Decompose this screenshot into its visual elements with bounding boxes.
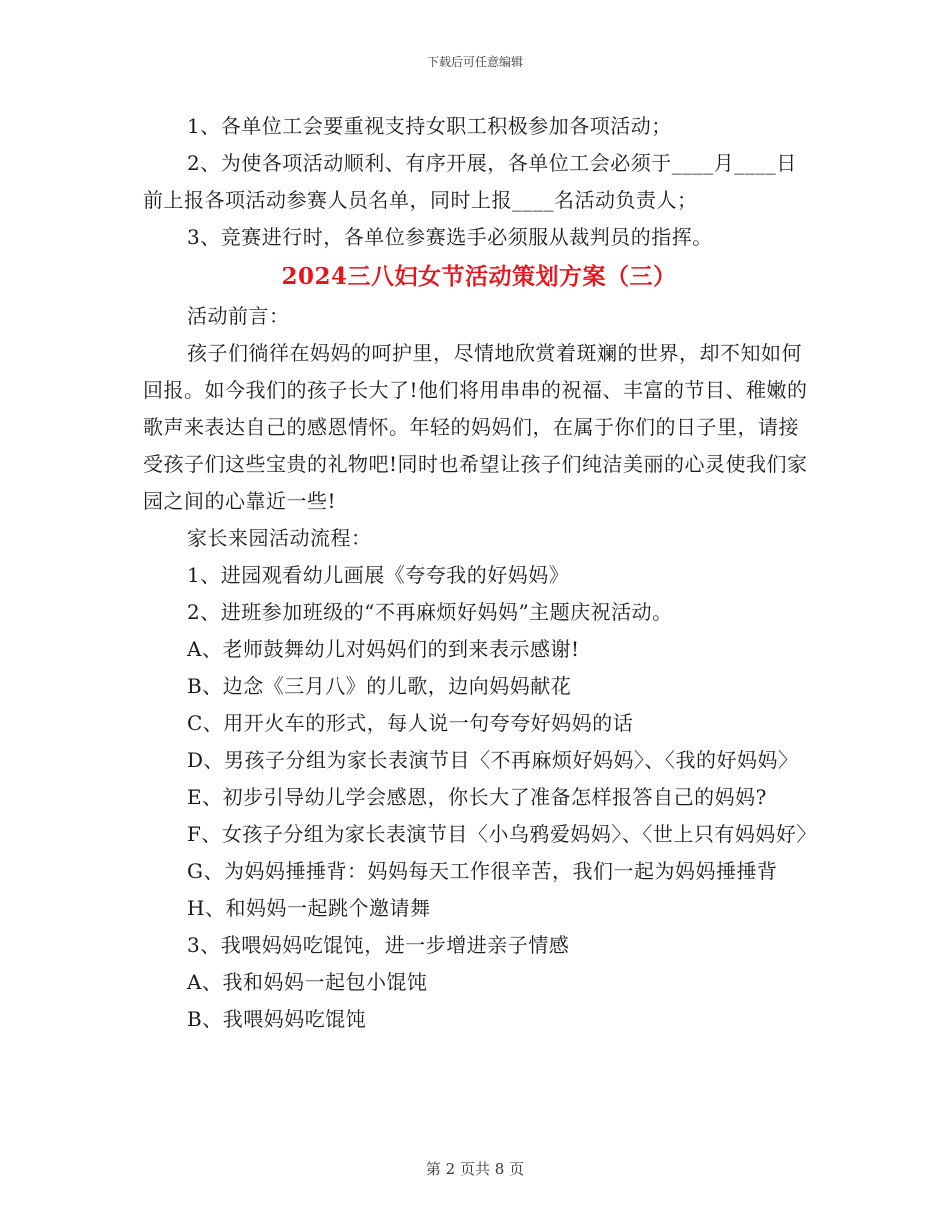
paragraph: 家长来园活动流程： xyxy=(187,526,372,550)
list-item: F、女孩子分组为家长表演节目〈小乌鸦爱妈妈〉、〈世上只有妈妈好〉 xyxy=(187,822,817,846)
list-item: A、我和妈妈一起包小馄饨 xyxy=(187,970,428,994)
paragraph: 活动前言： xyxy=(187,304,290,328)
list-item: G、为妈妈捶捶背：妈妈每天工作很辛苦，我们一起为妈妈捶捶背 xyxy=(187,859,778,883)
list-item: 3、我喂妈妈吃馄饨，进一步增进亲子情感 xyxy=(187,933,570,957)
list-item: 1、进园观看幼儿画展《夸夸我的好妈妈》 xyxy=(187,563,570,587)
list-item: B、我喂妈妈吃馄饨 xyxy=(187,1007,367,1031)
paragraph: 1、各单位工会要重视支持女职工积极参加各项活动； xyxy=(187,114,672,138)
list-item: D、男孩子分组为家长表演节目〈不再麻烦好妈妈〉、〈我的好妈妈〉 xyxy=(187,748,799,772)
list-item: B、边念《三月八》的儿歌，边向妈妈献花 xyxy=(187,674,572,698)
paragraph: 3、竞赛进行时，各单位参赛选手必须服从裁判员的指挥。 xyxy=(187,225,713,249)
list-item: C、用开火车的形式，每人说一句夸夸好妈妈的话 xyxy=(187,711,634,735)
paragraph: 2、为使各项活动顺利、有序开展，各单位工会必须于____月____日前上报各项活动参赛人员名单，同时上报____名活动负责人； xyxy=(143,151,797,212)
list-item: H、和妈妈一起跳个邀请舞 xyxy=(187,896,431,920)
page-header: 下载后可任意编辑 xyxy=(426,55,523,69)
page-footer: 第 2 页共 8 页 xyxy=(425,1160,525,1178)
paragraph: 孩子们徜徉在妈妈的呵护里，尽情地欣赏着斑斓的世界，却不知如何回报。如今我们的孩子长大了!他们将用串串的祝福、丰富的节目、稚嫩的歌声来表达自己的感恩情怀。年轻的妈妈们，在属于你们的日子里，请接受孩子们这些宝贵的礼物吧!同时也希望让孩子们纯洁美丽的心灵使我们家园之间的心靠近一些! xyxy=(143,341,808,513)
list-item: 2、进班参加班级的“不再麻烦好妈妈”主题庆祝活动。 xyxy=(187,600,673,624)
list-item: A、老师鼓舞幼儿对妈妈们的到来表示感谢! xyxy=(187,637,580,661)
section-title: 2024三八妇女节活动策划方案（三） xyxy=(281,263,677,290)
document-body xyxy=(143,108,815,1038)
list-item: E、初步引导幼儿学会感恩，你长大了准备怎样报答自己的妈妈? xyxy=(187,785,767,809)
